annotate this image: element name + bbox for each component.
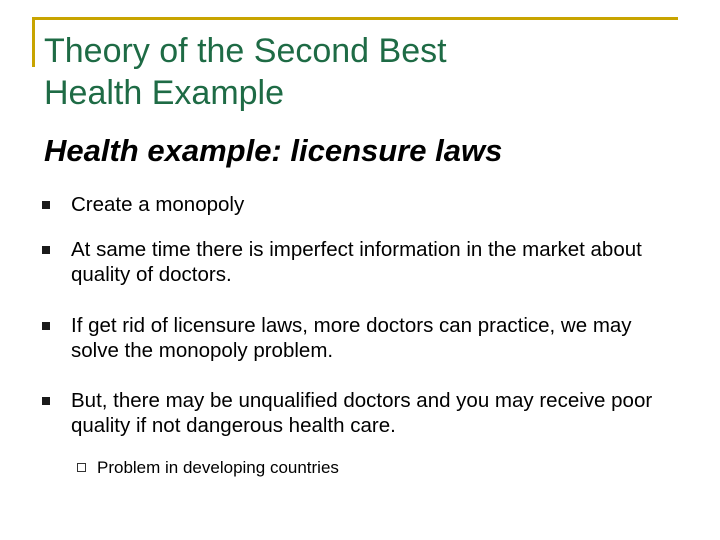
square-bullet-icon: [42, 397, 50, 405]
hollow-square-bullet-icon: [77, 463, 86, 472]
bullet-text: Create a monopoly: [71, 193, 245, 216]
slide-title-line-2: Health Example: [44, 74, 285, 112]
bullet-text: At same time there is imperfect information in the market about quality of doctors.: [71, 238, 642, 286]
square-bullet-icon: [42, 322, 50, 330]
bullet-text: If get rid of licensure laws, more doctors can practice, we may solve the monopoly problem.: [71, 314, 632, 362]
slide-title-line-1: Theory of the Second Best: [44, 32, 447, 70]
bullet-text: But, there may be unqualified doctors and you may receive poor quality if not dangerous health care.: [71, 389, 653, 437]
square-bullet-icon: [42, 201, 50, 209]
slide-subheading: Health example: licensure laws: [44, 133, 503, 168]
accent-line-top: [32, 17, 678, 20]
square-bullet-icon: [42, 246, 50, 254]
slide-title: [44, 30, 447, 114]
sub-bullet-text: Problem in developing countries: [97, 458, 339, 477]
accent-line-left: [32, 17, 35, 67]
